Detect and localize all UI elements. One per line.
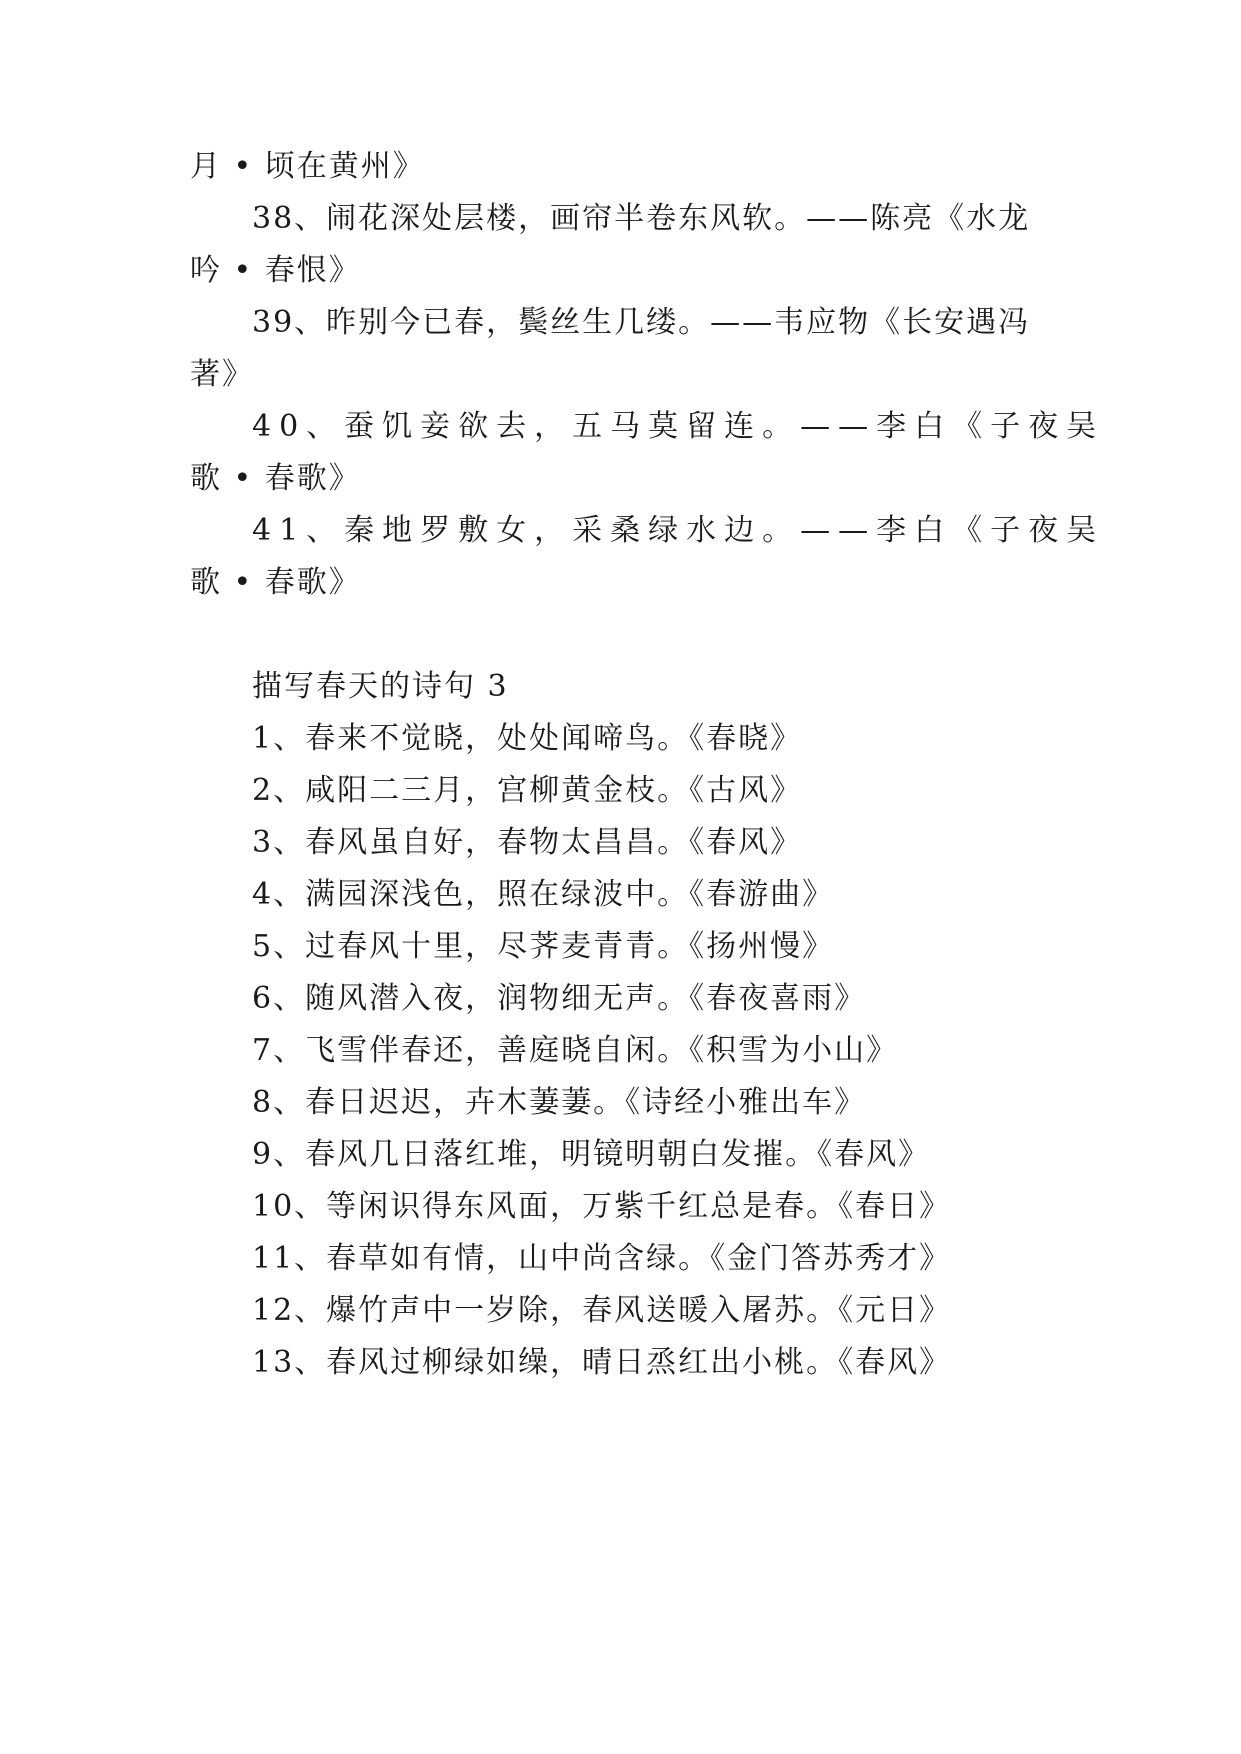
list-item: 7、飞雪伴春还，善庭晓自闲。《积雪为小山》: [252, 1033, 899, 1068]
poem-item-41-line2: 歌 • 春歌》: [190, 565, 361, 600]
list-item: 4、满园深浅色，照在绿波中。《春游曲》: [252, 877, 835, 912]
list-item: 11、春草如有情，山中尚含绿。《金门答苏秀才》: [252, 1241, 952, 1276]
list-item: 13、春风过柳绿如缲，晴日烝红出小桃。《春风》: [252, 1345, 952, 1380]
poem-item-41-line1: 41、秦地罗敷女，采桑绿水边。——李白《子夜吴: [252, 513, 1105, 548]
poem-item-39-line2: 著》: [190, 357, 254, 392]
list-item: 1、春来不觉晓，处处闻啼鸟。《春晓》: [252, 721, 803, 756]
list-item: 5、过春风十里，尽荠麦青青。《扬州慢》: [252, 929, 835, 964]
poem-item-38-line1: 38、闹花深处层楼，画帘半卷东风软。——陈亮《水龙: [252, 201, 1031, 236]
poem-item-40-line2: 歌 • 春歌》: [190, 461, 361, 496]
poem-item-39-line1: 39、昨别今已春，鬓丝生几缕。——韦应物《长安遇冯: [252, 305, 1031, 340]
list-item: 6、随风潜入夜，润物细无声。《春夜喜雨》: [252, 981, 867, 1016]
list-item: 12、爆竹声中一岁除，春风送暖入屠苏。《元日》: [252, 1293, 952, 1328]
poem-item-38-line2: 吟 • 春恨》: [190, 253, 361, 288]
list-item: 3、春风虽自好，春物太昌昌。《春风》: [252, 825, 803, 860]
list-item: 2、咸阳二三月，宫柳黄金枝。《古风》: [252, 773, 803, 808]
continuation-line: 月 • 顷在黄州》: [190, 149, 425, 184]
section-heading: 描写春天的诗句 3: [252, 669, 509, 704]
list-item: 8、春日迟迟，卉木萋萋。《诗经小雅出车》: [252, 1085, 867, 1120]
list-item: 10、等闲识得东风面，万紫千红总是春。《春日》: [252, 1189, 952, 1224]
poem-item-40-line1: 40、蚕饥妾欲去，五马莫留连。——李白《子夜吴: [252, 409, 1105, 444]
list-item: 9、春风几日落红堆，明镜明朝白发摧。《春风》: [252, 1137, 931, 1172]
